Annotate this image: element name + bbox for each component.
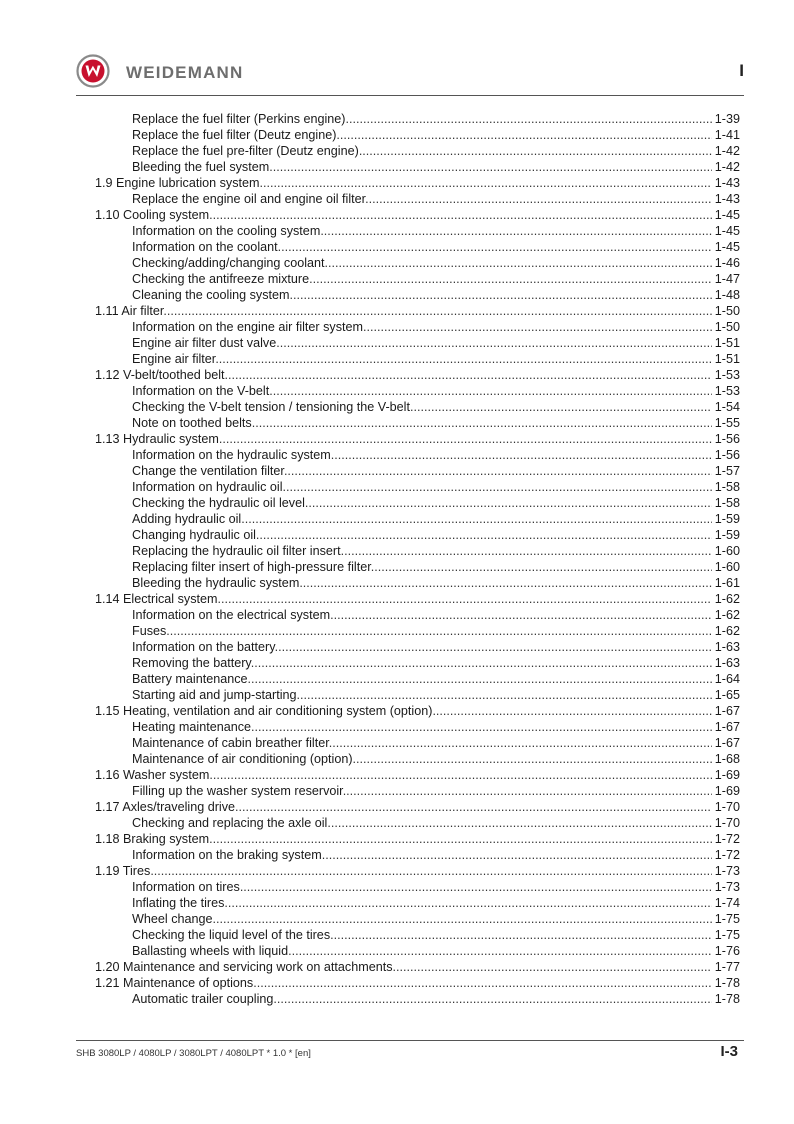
toc-entry-page: 1-51 <box>714 336 740 350</box>
toc-entry-title-text: 1.16 Washer system <box>95 768 210 782</box>
toc-entry-title-text: Replacing the hydraulic oil filter insert <box>132 544 341 558</box>
toc-subsection-entry[interactable] <box>95 479 740 495</box>
table-of-contents <box>95 111 740 1007</box>
toc-entry-page: 1-42 <box>714 160 740 174</box>
toc-subsection-entry[interactable] <box>95 559 740 575</box>
toc-subsection-entry[interactable] <box>95 111 740 127</box>
toc-entry-title-text: Bleeding the hydraulic system <box>132 576 300 590</box>
toc-entry-title-text: Heating maintenance <box>132 720 252 734</box>
toc-entry-title-text: 1.12 V-belt/toothed belt <box>95 368 225 382</box>
toc-entry-page: 1-77 <box>714 960 740 974</box>
toc-subsection-entry[interactable] <box>95 159 740 175</box>
toc-subsection-entry[interactable] <box>95 639 740 655</box>
toc-entry-title <box>132 351 712 367</box>
toc-entry-title <box>95 959 712 975</box>
toc-entry-page: 1-62 <box>714 608 740 622</box>
toc-subsection-entry[interactable] <box>95 223 740 239</box>
toc-entry-title <box>132 127 712 143</box>
toc-entry-title <box>132 847 712 863</box>
toc-subsection-entry[interactable] <box>95 399 740 415</box>
toc-entry-page: 1-67 <box>714 704 740 718</box>
toc-entry-page: 1-75 <box>714 912 740 926</box>
toc-entry-page: 1-76 <box>714 944 740 958</box>
toc-entry-title <box>95 431 712 447</box>
toc-entry-title-text: Automatic trailer coupling <box>132 992 274 1006</box>
toc-entry-title-text: Information on the V-belt <box>132 384 270 398</box>
toc-chapter-entry[interactable] <box>95 431 740 447</box>
toc-entry-page: 1-43 <box>714 192 740 206</box>
toc-entry-title-text: 1.18 Braking system <box>95 832 210 846</box>
toc-entry-title <box>95 175 712 191</box>
toc-entry-title-text: Checking/adding/changing coolant <box>132 256 325 270</box>
toc-entry-page: 1-74 <box>714 896 740 910</box>
toc-entry-title-text: 1.14 Electrical system <box>95 592 218 606</box>
toc-entry-title <box>132 879 712 895</box>
toc-subsection-entry[interactable] <box>95 287 740 303</box>
toc-entry-title-text: Information on tires <box>132 880 240 894</box>
toc-entry-title <box>132 463 712 479</box>
footer-divider <box>76 1040 744 1041</box>
toc-entry-title <box>95 975 712 991</box>
toc-entry-title <box>95 591 712 607</box>
toc-chapter-entry[interactable] <box>95 303 740 319</box>
toc-entry-page: 1-70 <box>714 816 740 830</box>
toc-entry-title-text: Adding hydraulic oil <box>132 512 242 526</box>
toc-entry-title <box>132 239 712 255</box>
toc-entry-title <box>132 271 712 287</box>
toc-subsection-entry[interactable] <box>95 815 740 831</box>
toc-entry-title <box>132 607 712 623</box>
toc-entry-page: 1-60 <box>714 544 740 558</box>
toc-subsection-entry[interactable] <box>95 879 740 895</box>
toc-entry-title-text: Removing the battery <box>132 656 251 670</box>
toc-entry-title-text: 1.20 Maintenance and servicing work on attachments <box>95 960 393 974</box>
toc-entry-title-text: Information on the cooling system <box>132 224 321 238</box>
toc-entry-title-text: Change the ventilation filter <box>132 464 284 478</box>
toc-entry-title <box>95 207 712 223</box>
toc-entry-page: 1-56 <box>714 432 740 446</box>
toc-entry-page: 1-60 <box>714 560 740 574</box>
toc-subsection-entry[interactable] <box>95 687 740 703</box>
toc-entry-title-text: Replace the engine oil and engine oil filter <box>132 192 366 206</box>
toc-entry-title-text: Engine air filter <box>132 352 216 366</box>
toc-chapter-entry[interactable] <box>95 975 740 991</box>
toc-entry-title-text: Wheel change <box>132 912 213 926</box>
toc-entry-title <box>132 383 712 399</box>
toc-entry-title-text: Ballasting wheels with liquid <box>132 944 289 958</box>
toc-subsection-entry[interactable] <box>95 991 740 1007</box>
toc-entry-title-text: Replace the fuel pre-filter (Deutz engine) <box>132 144 359 158</box>
toc-subsection-entry[interactable] <box>95 719 740 735</box>
toc-entry-page: 1-50 <box>714 320 740 334</box>
toc-subsection-entry[interactable] <box>95 543 740 559</box>
toc-entry-page: 1-70 <box>714 800 740 814</box>
toc-entry-title <box>95 863 712 879</box>
toc-entry-title <box>132 943 712 959</box>
toc-entry-title <box>132 623 712 639</box>
toc-subsection-entry[interactable] <box>95 335 740 351</box>
toc-chapter-entry[interactable] <box>95 207 740 223</box>
toc-entry-title-text: Cleaning the cooling system <box>132 288 290 302</box>
toc-entry-page: 1-45 <box>714 224 740 238</box>
toc-entry-title-text: Information on the electrical system <box>132 608 331 622</box>
toc-entry-title-text: 1.11 Air filter <box>95 304 164 318</box>
toc-subsection-entry[interactable] <box>95 239 740 255</box>
toc-entry-page: 1-67 <box>714 720 740 734</box>
toc-entry-page: 1-57 <box>714 464 740 478</box>
header-divider <box>76 95 744 96</box>
toc-entry-title-text: Starting aid and jump-starting <box>132 688 297 702</box>
toc-entry-page: 1-47 <box>714 272 740 286</box>
toc-entry-page: 1-53 <box>714 384 740 398</box>
toc-subsection-entry[interactable] <box>95 463 740 479</box>
toc-entry-title-text: 1.15 Heating, ventilation and air conditioning system (option) <box>95 704 433 718</box>
document-identifier: SHB 3080LP / 4080LP / 3080LPT / 4080LPT * 1.0 * [en] <box>76 1048 311 1059</box>
toc-subsection-entry[interactable] <box>95 575 740 591</box>
toc-entry-page: 1-63 <box>714 640 740 654</box>
toc-entry-page: 1-64 <box>714 672 740 686</box>
toc-entry-title <box>95 367 712 383</box>
toc-entry-title <box>132 415 712 431</box>
toc-subsection-entry[interactable] <box>95 271 740 287</box>
toc-entry-title-text: Replace the fuel filter (Perkins engine) <box>132 112 346 126</box>
toc-subsection-entry[interactable] <box>95 927 740 943</box>
toc-subsection-entry[interactable] <box>95 735 740 751</box>
toc-entry-title <box>132 479 712 495</box>
toc-subsection-entry[interactable] <box>95 751 740 767</box>
toc-entry-title-text: 1.17 Axles/traveling drive <box>95 800 236 814</box>
toc-subsection-entry[interactable] <box>95 143 740 159</box>
toc-entry-page: 1-62 <box>714 592 740 606</box>
toc-subsection-entry[interactable] <box>95 607 740 623</box>
toc-entry-page: 1-72 <box>714 848 740 862</box>
toc-entry-page: 1-42 <box>714 144 740 158</box>
toc-chapter-entry[interactable] <box>95 175 740 191</box>
toc-entry-title <box>132 223 712 239</box>
toc-entry-title <box>132 575 712 591</box>
toc-entry-title <box>132 511 712 527</box>
toc-entry-title-text: Information on the battery <box>132 640 275 654</box>
toc-entry-page: 1-55 <box>714 416 740 430</box>
toc-entry-title <box>132 911 712 927</box>
toc-chapter-entry[interactable] <box>95 703 740 719</box>
toc-entry-page: 1-69 <box>714 768 740 782</box>
toc-entry-page: 1-41 <box>714 128 740 142</box>
toc-subsection-entry[interactable] <box>95 415 740 431</box>
toc-chapter-entry[interactable] <box>95 367 740 383</box>
toc-entry-page: 1-67 <box>714 736 740 750</box>
toc-entry-title <box>132 447 712 463</box>
toc-entry-page: 1-65 <box>714 688 740 702</box>
toc-entry-title <box>132 751 712 767</box>
toc-subsection-entry[interactable] <box>95 623 740 639</box>
toc-entry-page: 1-58 <box>714 496 740 510</box>
toc-entry-page: 1-43 <box>714 176 740 190</box>
toc-entry-title <box>132 671 712 687</box>
section-marker: I <box>739 61 744 80</box>
toc-entry-title-text: Checking the hydraulic oil level <box>132 496 305 510</box>
toc-entry-title-text: Information on hydraulic oil <box>132 480 283 494</box>
toc-entry-title <box>95 799 712 815</box>
toc-entry-title-text: Checking the liquid level of the tires <box>132 928 331 942</box>
toc-entry-page: 1-73 <box>714 880 740 894</box>
page-number: I-3 <box>720 1043 738 1060</box>
toc-entry-page: 1-59 <box>714 512 740 526</box>
toc-entry-title <box>95 767 712 783</box>
toc-entry-title <box>132 399 712 415</box>
toc-subsection-entry[interactable] <box>95 511 740 527</box>
toc-subsection-entry[interactable] <box>95 895 740 911</box>
toc-entry-page: 1-39 <box>714 112 740 126</box>
toc-entry-title <box>132 335 712 351</box>
toc-entry-title <box>132 639 712 655</box>
toc-entry-title <box>95 831 712 847</box>
toc-entry-title <box>132 719 712 735</box>
toc-entry-title <box>95 703 712 719</box>
toc-entry-title <box>132 159 712 175</box>
toc-entry-title <box>132 111 712 127</box>
toc-entry-title-text: Engine air filter dust valve <box>132 336 277 350</box>
toc-entry-title <box>132 527 712 543</box>
toc-entry-title-text: Information on the engine air filter system <box>132 320 363 334</box>
toc-entry-page: 1-53 <box>714 368 740 382</box>
brand-name: WEIDEMANN <box>126 63 244 82</box>
page-header <box>76 54 744 88</box>
toc-chapter-entry[interactable] <box>95 959 740 975</box>
toc-entry-title-text: Information on the coolant <box>132 240 278 254</box>
toc-entry-title-text: Maintenance of cabin breather filter <box>132 736 329 750</box>
toc-entry-title-text: Battery maintenance <box>132 672 248 686</box>
toc-entry-page: 1-48 <box>714 288 740 302</box>
toc-subsection-entry[interactable] <box>95 847 740 863</box>
toc-subsection-entry[interactable] <box>95 191 740 207</box>
toc-chapter-entry[interactable] <box>95 767 740 783</box>
toc-entry-title <box>132 927 712 943</box>
toc-subsection-entry[interactable] <box>95 319 740 335</box>
toc-chapter-entry[interactable] <box>95 799 740 815</box>
toc-entry-page: 1-73 <box>714 864 740 878</box>
toc-entry-title-text: 1.13 Hydraulic system <box>95 432 219 446</box>
toc-entry-page: 1-72 <box>714 832 740 846</box>
toc-subsection-entry[interactable] <box>95 783 740 799</box>
toc-subsection-entry[interactable] <box>95 655 740 671</box>
toc-entry-page: 1-45 <box>714 240 740 254</box>
toc-entry-title-text: 1.21 Maintenance of options <box>95 976 254 990</box>
toc-entry-page: 1-50 <box>714 304 740 318</box>
toc-entry-title <box>132 991 712 1007</box>
toc-entry-page: 1-68 <box>714 752 740 766</box>
toc-entry-page: 1-59 <box>714 528 740 542</box>
toc-subsection-entry[interactable] <box>95 127 740 143</box>
toc-entry-title-text: Replacing filter insert of high-pressure filter <box>132 560 371 574</box>
toc-entry-title-text: 1.10 Cooling system <box>95 208 210 222</box>
toc-entry-page: 1-45 <box>714 208 740 222</box>
toc-entry-title <box>132 895 712 911</box>
toc-entry-title-text: Maintenance of air conditioning (option) <box>132 752 353 766</box>
toc-entry-title-text: Checking and replacing the axle oil <box>132 816 328 830</box>
toc-entry-title-text: Checking the V-belt tension / tensioning the V-belt <box>132 400 410 414</box>
toc-entry-page: 1-58 <box>714 480 740 494</box>
toc-entry-page: 1-54 <box>714 400 740 414</box>
toc-entry-title <box>132 655 712 671</box>
toc-chapter-entry[interactable] <box>95 863 740 879</box>
toc-entry-title-text: Note on toothed belts <box>132 416 252 430</box>
toc-entry-title-text: Changing hydraulic oil <box>132 528 256 542</box>
toc-entry-title-text: Filling up the washer system reservoir <box>132 784 343 798</box>
toc-entry-title-text: Information on the braking system <box>132 848 322 862</box>
toc-entry-page: 1-75 <box>714 928 740 942</box>
toc-entry-title <box>132 783 712 799</box>
toc-subsection-entry[interactable] <box>95 383 740 399</box>
toc-entry-page: 1-56 <box>714 448 740 462</box>
toc-entry-title-text: Inflating the tires <box>132 896 225 910</box>
toc-entry-page: 1-46 <box>714 256 740 270</box>
toc-entry-title <box>132 687 712 703</box>
toc-entry-title-text: 1.9 Engine lubrication system <box>95 176 260 190</box>
toc-entry-title <box>132 255 712 271</box>
toc-entry-page: 1-69 <box>714 784 740 798</box>
toc-entry-title-text: Bleeding the fuel system <box>132 160 270 174</box>
toc-chapter-entry[interactable] <box>95 591 740 607</box>
toc-subsection-entry[interactable] <box>95 495 740 511</box>
toc-entry-title <box>132 815 712 831</box>
toc-entry-title-text: 1.19 Tires <box>95 864 151 878</box>
weidemann-logo-icon <box>76 54 110 88</box>
toc-entry-title <box>132 559 712 575</box>
toc-entry-title-text: Replace the fuel filter (Deutz engine) <box>132 128 337 142</box>
toc-entry-page: 1-62 <box>714 624 740 638</box>
toc-entry-title <box>132 495 712 511</box>
toc-subsection-entry[interactable] <box>95 255 740 271</box>
toc-entry-page: 1-78 <box>714 992 740 1006</box>
toc-subsection-entry[interactable] <box>95 351 740 367</box>
toc-chapter-entry[interactable] <box>95 831 740 847</box>
toc-entry-title <box>132 319 712 335</box>
toc-entry-title <box>132 143 712 159</box>
toc-subsection-entry[interactable] <box>95 671 740 687</box>
toc-entry-title-text: Checking the antifreeze mixture <box>132 272 310 286</box>
toc-entry-title <box>132 191 712 207</box>
toc-subsection-entry[interactable] <box>95 527 740 543</box>
toc-entry-title <box>132 735 712 751</box>
toc-entry-title <box>132 287 712 303</box>
toc-entry-page: 1-78 <box>714 976 740 990</box>
toc-entry-title-text: Information on the hydraulic system <box>132 448 331 462</box>
toc-entry-title <box>95 303 712 319</box>
toc-subsection-entry[interactable] <box>95 943 740 959</box>
toc-subsection-entry[interactable] <box>95 447 740 463</box>
toc-subsection-entry[interactable] <box>95 911 740 927</box>
toc-entry-title-text: Fuses <box>132 624 167 638</box>
toc-entry-page: 1-51 <box>714 352 740 366</box>
toc-entry-page: 1-63 <box>714 656 740 670</box>
toc-entry-title <box>132 543 712 559</box>
toc-entry-page: 1-61 <box>714 576 740 590</box>
